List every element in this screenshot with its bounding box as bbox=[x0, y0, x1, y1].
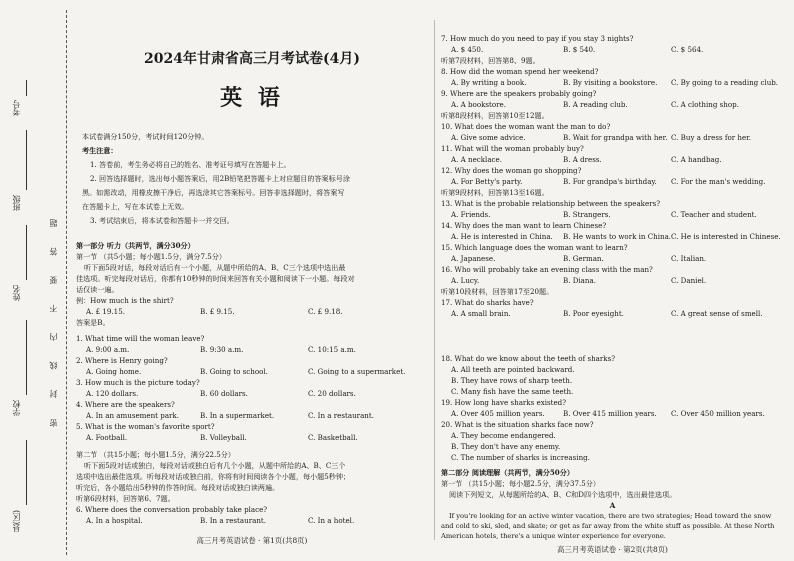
margin-label-exam-number: 考号 bbox=[12, 100, 21, 116]
note-line: 3. 考试结束后，将本试卷和答题卡一并交回。 bbox=[90, 216, 234, 225]
material-note: 听第10段材料，回答第17至20题。 bbox=[441, 287, 554, 296]
example-answer: 答案是B。 bbox=[76, 318, 110, 327]
example-option: B. £ 9.15. bbox=[200, 307, 235, 316]
note-line: 黑。如需改动，用橡皮擦干净后，再选涂其它答案标号。回答非选择题时，将答案写 bbox=[82, 188, 345, 197]
question-text: 2. Where is Henry going? bbox=[76, 356, 168, 365]
option-b: B. Strangers. bbox=[563, 210, 611, 219]
option-b: B. Diana. bbox=[563, 276, 596, 285]
option-c: C. Over 450 million years. bbox=[671, 409, 765, 418]
option-b: B. He wants to work in China. bbox=[563, 232, 672, 241]
option-b: B. A dress. bbox=[563, 155, 602, 164]
notice-heading: 考生注意： bbox=[82, 146, 118, 155]
question-text: 1. What time will the woman leave? bbox=[76, 334, 205, 343]
option-c: C. Daniel. bbox=[671, 276, 707, 285]
option-b: B. Volleyball. bbox=[200, 433, 247, 442]
option-c: C. For the man's wedding. bbox=[671, 177, 766, 186]
option-b: B. 9:30 a.m. bbox=[200, 345, 244, 354]
section1-desc: 佳选项。听完每段对话后，你都有10秒钟的时间来回答有关小题和阅读下一小题。每段对 bbox=[76, 274, 355, 283]
option-a: A. They become endangered. bbox=[451, 431, 556, 440]
passage-line: and cold to ski, sled, and skate; or get as far away from the white stuff as possible. At these North bbox=[441, 522, 775, 530]
option-a: A. Football. bbox=[86, 433, 128, 442]
option-c: C. A handbag. bbox=[671, 155, 722, 164]
option-c: C. In a hotel. bbox=[308, 516, 355, 525]
option-a: A. In an amusement park. bbox=[86, 411, 179, 420]
material-note: 听第7段材料，回答第8、9题。 bbox=[441, 56, 540, 65]
option-c: C. Many fish have the same teeth. bbox=[451, 387, 574, 396]
material-note: 听第8段材料，回答第10至12题。 bbox=[441, 111, 549, 120]
question-text: 11. What will the woman probably buy? bbox=[441, 144, 584, 153]
option-a: A. Going home. bbox=[86, 367, 142, 376]
part2-desc: 阅读下列短文，从每题所给的A、B、C和D四个选项中，选出最佳选项。 bbox=[449, 490, 677, 499]
margin-label-class: 班级 bbox=[12, 195, 21, 211]
option-a: A. In a hospital. bbox=[86, 516, 143, 525]
option-c: C. By going to a reading club. bbox=[671, 78, 779, 87]
margin-label-name: 姓名 bbox=[12, 285, 21, 301]
option-a: A. $ 450. bbox=[451, 45, 484, 54]
option-a: A. Give some advice. bbox=[451, 133, 526, 142]
page-divider bbox=[434, 20, 435, 540]
option-a: A. All teeth are pointed backward. bbox=[451, 365, 575, 374]
option-b: B. For grandpa's birthday. bbox=[563, 177, 657, 186]
question-text: 8. How did the woman spend her weekend? bbox=[441, 67, 599, 76]
part2-heading: 第二部分 阅读理解（共两节，满分50分） bbox=[441, 468, 574, 477]
seal-line-text: 密 封 线 内 不 要 答 题 bbox=[49, 210, 58, 427]
question-text: 10. What does the woman want the man to do? bbox=[441, 122, 611, 131]
option-b: B. 60 dollars. bbox=[200, 389, 248, 398]
section2-desc: 听下面5段对话或独白，每段对话或独白后有几个小题，从题中所给的A、B、C三个 bbox=[84, 461, 346, 470]
material-note: 听第9段材料，回答第13至16题。 bbox=[441, 188, 549, 197]
question-text: 16. Who will probably take an evening class with the man? bbox=[441, 265, 653, 274]
option-a: A. A necklace. bbox=[451, 155, 502, 164]
margin-underline bbox=[26, 320, 27, 395]
example-option: A. £ 19.15. bbox=[86, 307, 125, 316]
section2-desc: 听第6段材料，回答第6、7题。 bbox=[76, 494, 175, 503]
margin-label-district: 县(区) bbox=[12, 510, 21, 533]
option-c: C. A clothing shop. bbox=[671, 100, 739, 109]
section1-desc: 话仅读一遍。 bbox=[76, 285, 119, 294]
note-line: 1. 答卷前，考生务必将自己的姓名、准考证号填写在答题卡上。 bbox=[90, 160, 291, 169]
question-text: 15. Which language does the woman want to learn? bbox=[441, 243, 628, 252]
option-a: A. Lucy. bbox=[451, 276, 480, 285]
passage-label: A bbox=[609, 501, 616, 510]
option-a: A. 120 dollars. bbox=[86, 389, 139, 398]
question-text: 12. Why does the woman go shopping? bbox=[441, 166, 582, 175]
binding-margin bbox=[0, 0, 66, 561]
question-text: 9. Where are the speakers probably going? bbox=[441, 89, 597, 98]
option-c: C. He is interested in Chinese. bbox=[671, 232, 781, 241]
question-text: 13. What is the probable relationship between the speakers? bbox=[441, 199, 661, 208]
note-line: 在答题卡上，写在本试卷上无效。 bbox=[82, 202, 189, 211]
margin-underline bbox=[26, 440, 27, 505]
option-b: B. In a restaurant. bbox=[200, 516, 267, 525]
question-text: 7. How much do you need to pay if you stay 3 nights? bbox=[441, 34, 634, 43]
option-c: C. Basketball. bbox=[308, 433, 358, 442]
question-text: 3. How much is the picture today? bbox=[76, 378, 200, 387]
example-option: C. £ 9.18. bbox=[308, 307, 343, 316]
option-b: B. Going to school. bbox=[200, 367, 268, 376]
question-text: 14. Why does the man want to learn Chinese? bbox=[441, 221, 607, 230]
passage-line: If you're looking for an active winter vacation, there are two strategies; Head toward the snow bbox=[449, 512, 772, 520]
option-c: C. 20 dollars. bbox=[308, 389, 356, 398]
margin-underline bbox=[26, 80, 27, 96]
seal-dashed-line bbox=[66, 10, 67, 555]
option-a: A. A bookstore. bbox=[451, 100, 506, 109]
option-c: C. Buy a dress for her. bbox=[671, 133, 752, 142]
part2-section1-heading: 第一节 （共15小题；每小题2.5分，满分37.5分） bbox=[441, 479, 600, 488]
part1-heading: 第一部分 听力（共两节，满分30分） bbox=[76, 241, 195, 250]
question-text: 20. What is the situation sharks face now? bbox=[441, 420, 594, 429]
option-b: B. By visiting a bookstore. bbox=[563, 78, 658, 87]
section2-desc: 听完后，各小题给出5秒钟的作答时间。每段对话或独白读两遍。 bbox=[76, 483, 280, 492]
subject-title: 英 语 bbox=[220, 85, 284, 111]
option-c: C. In a restaurant. bbox=[308, 411, 374, 420]
option-a: A. For Betty's party. bbox=[451, 177, 523, 186]
section2-heading: 第二节 （共15小题；每小题1.5分，满分22.5分） bbox=[76, 450, 235, 459]
note-line: 2. 回答选择题时，选出每小题答案后，用2B铅笔把答题卡上对应题目的答案标号涂 bbox=[90, 174, 350, 183]
option-b: B. $ 540. bbox=[563, 45, 596, 54]
page-footer: 高三月考英语试卷 · 第2页(共8页) bbox=[557, 545, 668, 554]
option-b: B. Poor eyesight. bbox=[563, 309, 624, 318]
margin-underline bbox=[26, 130, 27, 190]
option-c: C. Italian. bbox=[671, 254, 707, 263]
option-a: A. Friends. bbox=[451, 210, 491, 219]
question-text: 5. What is the woman's favorite sport? bbox=[76, 422, 215, 431]
option-a: A. A small brain. bbox=[451, 309, 511, 318]
section1-desc: 听下面5段对话，每段对话后有一个小题，从题中所给的A、B、C三个选项中选出最 bbox=[84, 263, 346, 272]
question-text: 17. What do sharks have? bbox=[441, 298, 534, 307]
question-text: 4. Where are the speakers? bbox=[76, 400, 175, 409]
option-c: C. A great sense of smell. bbox=[671, 309, 763, 318]
option-a: A. He is interested in China. bbox=[451, 232, 553, 241]
option-a: A. By writing a book. bbox=[451, 78, 527, 87]
section1-heading: 第一节 （共5小题；每小题1.5分，满分7.5分） bbox=[76, 252, 226, 261]
option-b: B. They have rows of sharp teeth. bbox=[451, 376, 573, 385]
option-b: B. Wait for grandpa with her. bbox=[563, 133, 668, 142]
example-question: 例：How much is the shirt? bbox=[76, 296, 174, 305]
option-c: C. Teacher and student. bbox=[671, 210, 757, 219]
option-a: A. 9:00 a.m. bbox=[86, 345, 130, 354]
page-1 bbox=[76, 0, 428, 561]
page-footer: 高三月考英语试卷 · 第1页(共8页) bbox=[196, 536, 308, 545]
option-a: A. Japanese. bbox=[451, 254, 496, 263]
option-c: C. 10:15 a.m. bbox=[308, 345, 356, 354]
option-b: B. A reading club. bbox=[563, 100, 628, 109]
option-b: B. In a supermarket. bbox=[200, 411, 275, 420]
exam-intro: 本试卷满分150分，考试时间120分钟。 bbox=[82, 132, 209, 141]
margin-label-school: 学校 bbox=[12, 400, 21, 416]
page-2 bbox=[441, 0, 784, 561]
section2-desc: 选项中选出最佳选项。听每段对话或独白前，你将有时间阅读各个小题，每小题5秒钟； bbox=[76, 472, 351, 481]
option-b: B. Over 415 million years. bbox=[563, 409, 657, 418]
exam-title: 2024年甘肃省高三月考试卷(4月) bbox=[144, 51, 360, 67]
option-c: C. The number of sharks is increasing. bbox=[451, 453, 590, 462]
option-a: A. Over 405 million years. bbox=[451, 409, 545, 418]
question-text: 18. What do we know about the teeth of sharks? bbox=[441, 354, 616, 363]
option-c: C. $ 564. bbox=[671, 45, 704, 54]
option-b: B. German. bbox=[563, 254, 604, 263]
option-c: C. Going to a supermarket. bbox=[308, 367, 406, 376]
margin-underline bbox=[26, 225, 27, 280]
option-b: B. They don't have any enemy. bbox=[451, 442, 561, 451]
question-text: 6. Where does the conversation probably take place? bbox=[76, 505, 268, 514]
passage-line: American hotels, there's a unique winter experience for everyone. bbox=[441, 532, 666, 540]
question-text: 19. How long have sharks existed? bbox=[441, 398, 567, 407]
